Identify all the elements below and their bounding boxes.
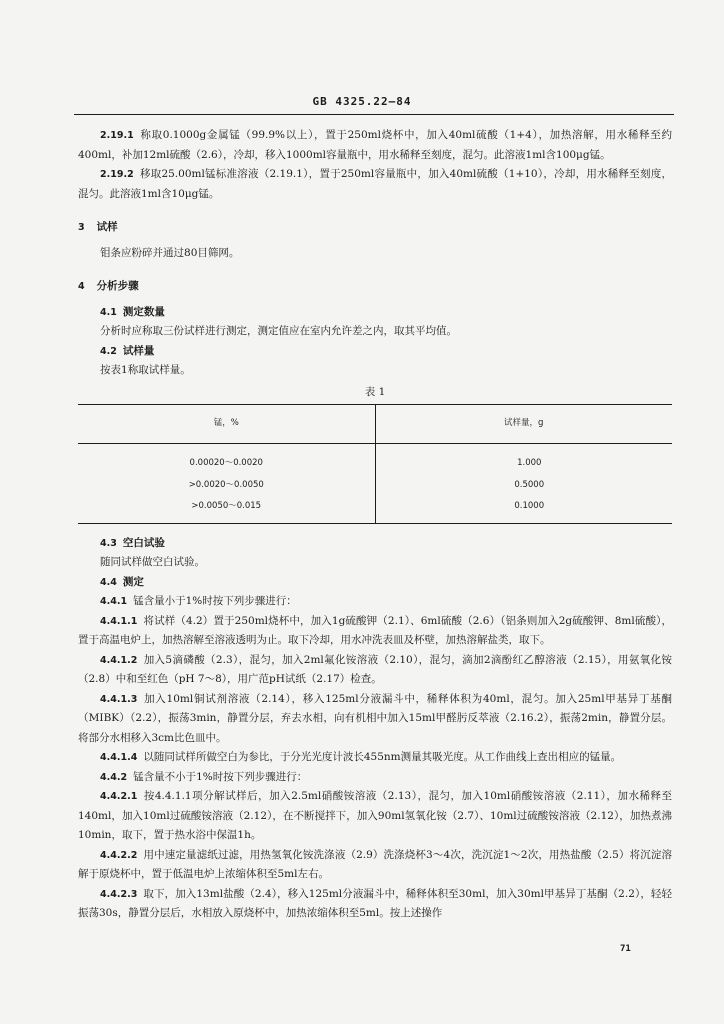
clause-4-4-1-2 (78, 651, 672, 690)
table-row (78, 475, 672, 497)
clause-text: 加入10ml铜试剂溶液（2.14），移入125ml分液漏斗中，稀释体积为40ml，混匀。加入25ml甲基异丁基酮（MIBK）（2.2），振荡3min，静置分层，弃去水相，向有机相中加入15ml甲醛肟反萃液（2.16.2），振荡2min，静置分层。将部分水相移入3cm比色皿中。 (78, 692, 672, 744)
clause-4-1-text: 分析时应称取三份试样进行测定，测定值应在室内允许差之内，取其平均值。 (100, 325, 458, 337)
clause-2-19-2 (78, 165, 672, 204)
clause-text: 锰含量不小于1%时按下列步骤进行： (133, 770, 308, 783)
clause-4-4-heading (78, 573, 672, 593)
section-title: 试样 (96, 221, 118, 233)
table-caption: 表 1 (364, 385, 386, 398)
clause-number: 4.4.1 (100, 596, 128, 607)
section-3-heading (78, 218, 672, 238)
sample-mass-table (78, 404, 672, 524)
clause-4-4-2-2 (78, 846, 672, 885)
clause-number: 2.19.2 (100, 169, 134, 180)
clause-number: 4.4.2.1 (100, 791, 138, 802)
table-cell-range: >0.0050～0.015 (78, 496, 375, 523)
clause-4-4-2-3 (78, 885, 672, 924)
clause-text: 用中速定量滤纸过滤，用热氢氧化铵洗涤液（2.9）洗涤烧杯3～4次，洗沉淀1～2次，用热盐酸（2.5）将沉淀溶解于原烧杯中，置于低温电炉上浓缩体积至5ml左右。 (78, 848, 672, 880)
clause-number: 4.4.2 (100, 771, 128, 783)
clause-4-4-1-4 (78, 748, 672, 768)
clause-text: 锰含量小于1%时按下列步骤进行： (133, 595, 297, 607)
clause-4-4-1 (78, 592, 672, 612)
table-row (78, 444, 672, 475)
table-cell-range: >0.0020～0.0050 (78, 475, 375, 497)
clause-text: 称取0.1000g金属锰（99.9%以上），置于250ml烧杯中，加入40ml硫酸（1+4），加热溶解，用水稀释至约400ml，补加12ml硫酸（2.6），冷却，移入1000ml容量瓶中，用水稀释至刻度，混匀。此溶液1ml含100μg锰。 (78, 129, 672, 161)
clause-number: 2.19.1 (100, 130, 134, 141)
clause-number: 4.4.1.1 (100, 615, 138, 627)
clause-number: 4.1 (100, 306, 117, 318)
header-rule (74, 114, 674, 115)
section-number: 3 (78, 222, 85, 233)
clause-number: 4.2 (100, 345, 117, 357)
clause-4-2-text: 按表1称取试样量。 (100, 364, 191, 376)
clause-text: 按4.4.1.1项分解试样后，加入2.5ml硝酸铵溶液（2.13），混匀，加入10ml硝酸铵溶液（2.11），加水稀释至140ml，加入10ml过硫酸铵溶液（2.12），在不断搅拌下，加入90ml氢氧化铵（2.7）、10ml过硫酸铵溶液（2.12），加热煮沸10min，取下，置于热水浴中保温1h。 (78, 790, 672, 841)
table-cell-mass: 0.5000 (514, 479, 545, 490)
clause-4-3-heading (78, 534, 672, 554)
clause-4-1-heading (78, 303, 672, 323)
clause-number: 4.4.2.3 (100, 888, 138, 900)
clause-number: 4.4.2.2 (100, 849, 138, 861)
clause-2-19-1 (78, 126, 672, 165)
clause-number: 4.4.1.2 (100, 654, 138, 666)
clause-4-4-2 (78, 768, 672, 788)
clause-text: 取下，加入13ml盐酸（2.4），移入125ml分液漏斗中，稀释体积至30ml，加入30ml甲基异丁基酮（2.2），轻轻振荡30s，静置分层后，水相放入原烧杯中，加热浓缩体积至5ml。按上述操作 (78, 887, 672, 919)
section-number: 4 (78, 281, 85, 292)
clause-4-4-1-3 (78, 690, 672, 749)
section-4-heading (78, 277, 672, 297)
page-header: GB 4325.22—84 (312, 95, 412, 108)
clause-number: 4.4.1.4 (100, 752, 138, 763)
clause-title: 空白试验 (122, 536, 165, 549)
clause-title: 测定数量 (122, 305, 165, 318)
table-header-manganese: 锰，% (78, 405, 375, 444)
clause-title: 测定 (122, 575, 144, 588)
section-title: 分析步骤 (96, 280, 139, 292)
table-cell-range: 0.00020～0.0020 (78, 444, 375, 475)
clause-4-3-text: 随同试样做空白试验。 (100, 556, 206, 568)
clause-text: 移取25.00ml锰标准溶液（2.19.1），置于250ml容量瓶中，加入40ml硫酸（1+10），冷却，用水稀释至刻度，混匀。此溶液1ml含10μg锰。 (78, 168, 672, 200)
clause-4-4-1-1 (78, 612, 672, 651)
clause-number: 4.4.1.3 (100, 693, 138, 705)
clause-text: 加入5滴磷酸（2.3），混匀，加入2ml氟化铵溶液（2.10），混匀，滴加2滴酚红乙醇溶液（2.15），用氨氧化铵（2.8）中和至红色（pH 7～8），用广范pH试纸（2.17）检查。 (78, 653, 672, 685)
clause-title: 试样量 (122, 344, 155, 357)
table-header-sample-mass: 试样量，g (375, 405, 672, 444)
page-number: 71 (620, 944, 631, 954)
table-cell-mass: 0.1000 (375, 496, 672, 523)
clause-4-2-heading (78, 342, 672, 362)
table-cell-mass: 1.000 (517, 458, 542, 468)
section-3-text: 钼条应粉碎并通过80目筛网。 (100, 246, 240, 259)
document-body (78, 126, 672, 924)
clause-number: 4.4 (100, 576, 117, 588)
clause-text: 将试样（4.2）置于250ml烧杯中，加入1g硫酸钾（2.1）、6ml硫酸（2.6）（铝条则加入2g硫酸钾、8ml硫酸），置于高温电炉上，加热溶解至溶液透明为止。取下冷却，用水冲洗表皿及杯壁，加热溶解盐类，取下。 (78, 614, 672, 646)
table-row (78, 496, 672, 523)
clause-number: 4.3 (100, 537, 117, 549)
clause-4-4-2-1 (78, 787, 672, 846)
clause-text: 以随同试样所做空白为参比，于分光光度计波长455nm测量其吸光度。从工作曲线上查出相应的锰量。 (143, 751, 622, 763)
